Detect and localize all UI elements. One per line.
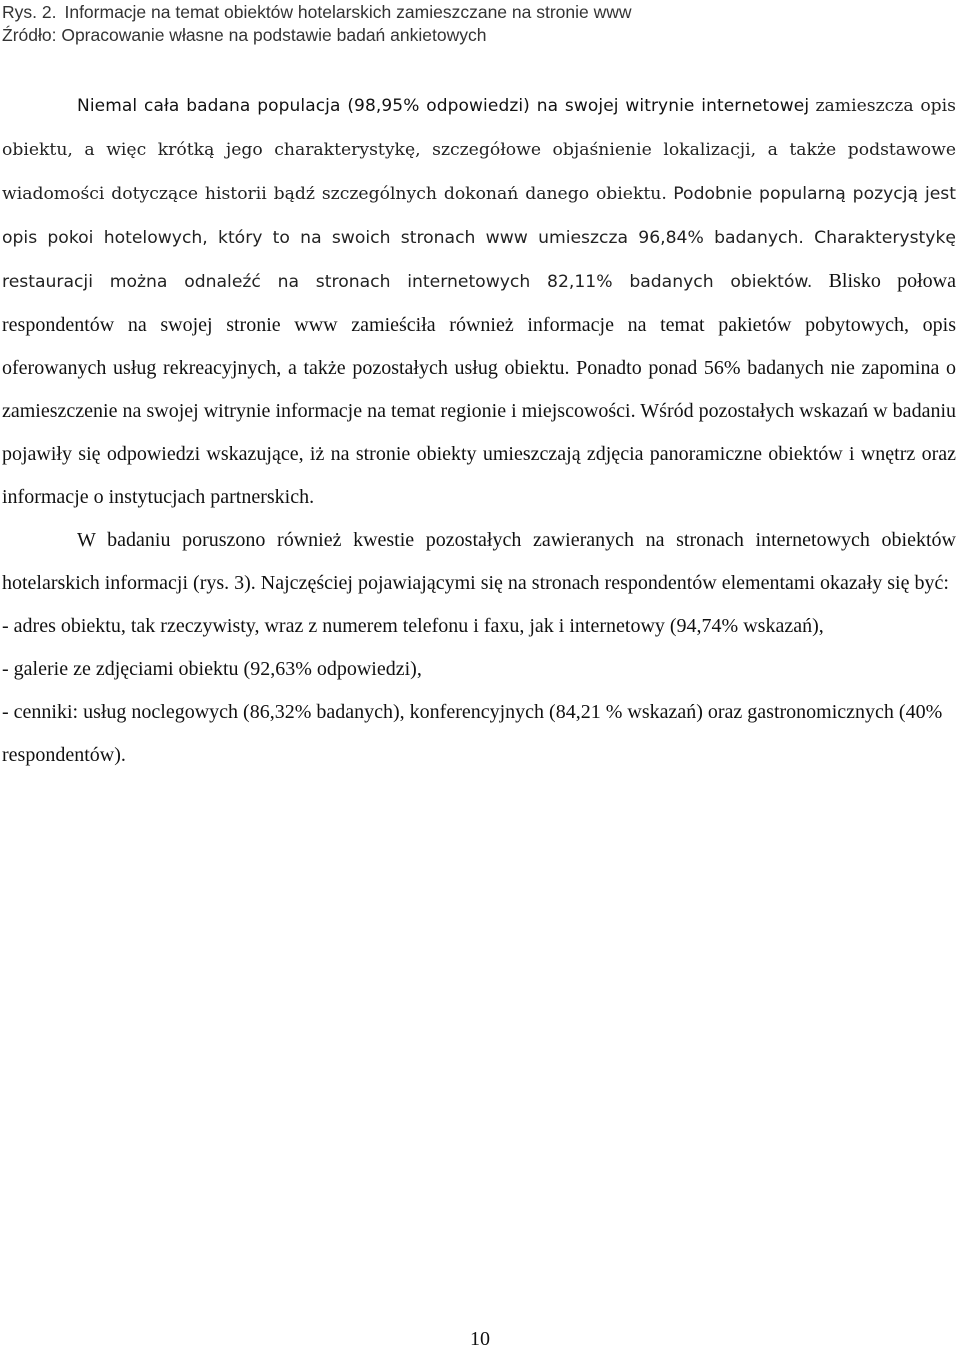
- paragraph-1-sans-segment-2: Podobnie popularną pozycją jest opis pokoi hotelowych, który to na swoich stronach www umieszcza 96,84% badanych. Charakterystykę restauracji można odnaleźć na stronach internetowych 82,11% badanych obiektów.: [2, 184, 956, 292]
- list-item: - galerie ze zdjęciami obiektu (92,63% odpowiedzi),: [2, 658, 422, 680]
- paragraph-1-times-segment: Blisko połowa respondentów na swojej stronie www zamieściła również informacje na temat pakietów pobytowych, opis oferowanych usług rekreacyjnych, a także pozostałych usług obiektu. Ponadto ponad 56% badanych nie zapomina o zamieszczenie na swojej witrynie informacje na temat regionie i miejscowości. Wśród pozostałych wskazań w badaniu pojawiły się odpowiedzi wskazujące, iż na stronie obiekty umieszczają zdjęcia panoramiczne obiektów i wnętrz oraz informacje o instytucjach partnerskich.: [2, 270, 956, 508]
- paragraph-2: W badaniu poruszono również kwestie pozostałych zawieranych na stronach internetowych obiektów hotelarskich informacji (rys. 3). Najczęściej pojawiającymi się na stronach respondentów elementami okazały się być:: [2, 529, 956, 594]
- list-item: - cenniki: usług noclegowych (86,32% badanych), konferencyjnych (84,21 % wskazań) oraz gastronomicznych (40% respondentów).: [2, 701, 943, 766]
- paragraph-1: [2, 84, 956, 519]
- page-number: 10: [470, 1328, 490, 1350]
- paragraph-1-sans-segment: Niemal cała badana populacja (98,95% odpowiedzi) na swojej witrynie internetowej: [77, 96, 810, 116]
- figure-title: Informacje na temat obiektów hotelarskich zamieszczane na stronie www: [64, 2, 632, 22]
- paragraph-1-serif-segment: zamieszcza opis obiektu, a więc krótką jego charakterystykę, szczegółowe objaśnienie lokalizacji, a także podstawowe wiadomości dotyczące historii bądź szczególnych dokonań danego obiektu.: [2, 96, 957, 204]
- list-item: - adres obiektu, tak rzeczywisty, wraz z numerem telefonu i faxu, jak i internetowy (94,74% wskazań),: [2, 615, 824, 637]
- info-list: [2, 605, 956, 777]
- figure-caption: [2, 1, 632, 23]
- figure-number: Rys. 2.: [2, 2, 57, 22]
- figure-source: Źródło: Opracowanie własne na podstawie badań ankietowych: [2, 25, 487, 45]
- document-body: [2, 84, 956, 777]
